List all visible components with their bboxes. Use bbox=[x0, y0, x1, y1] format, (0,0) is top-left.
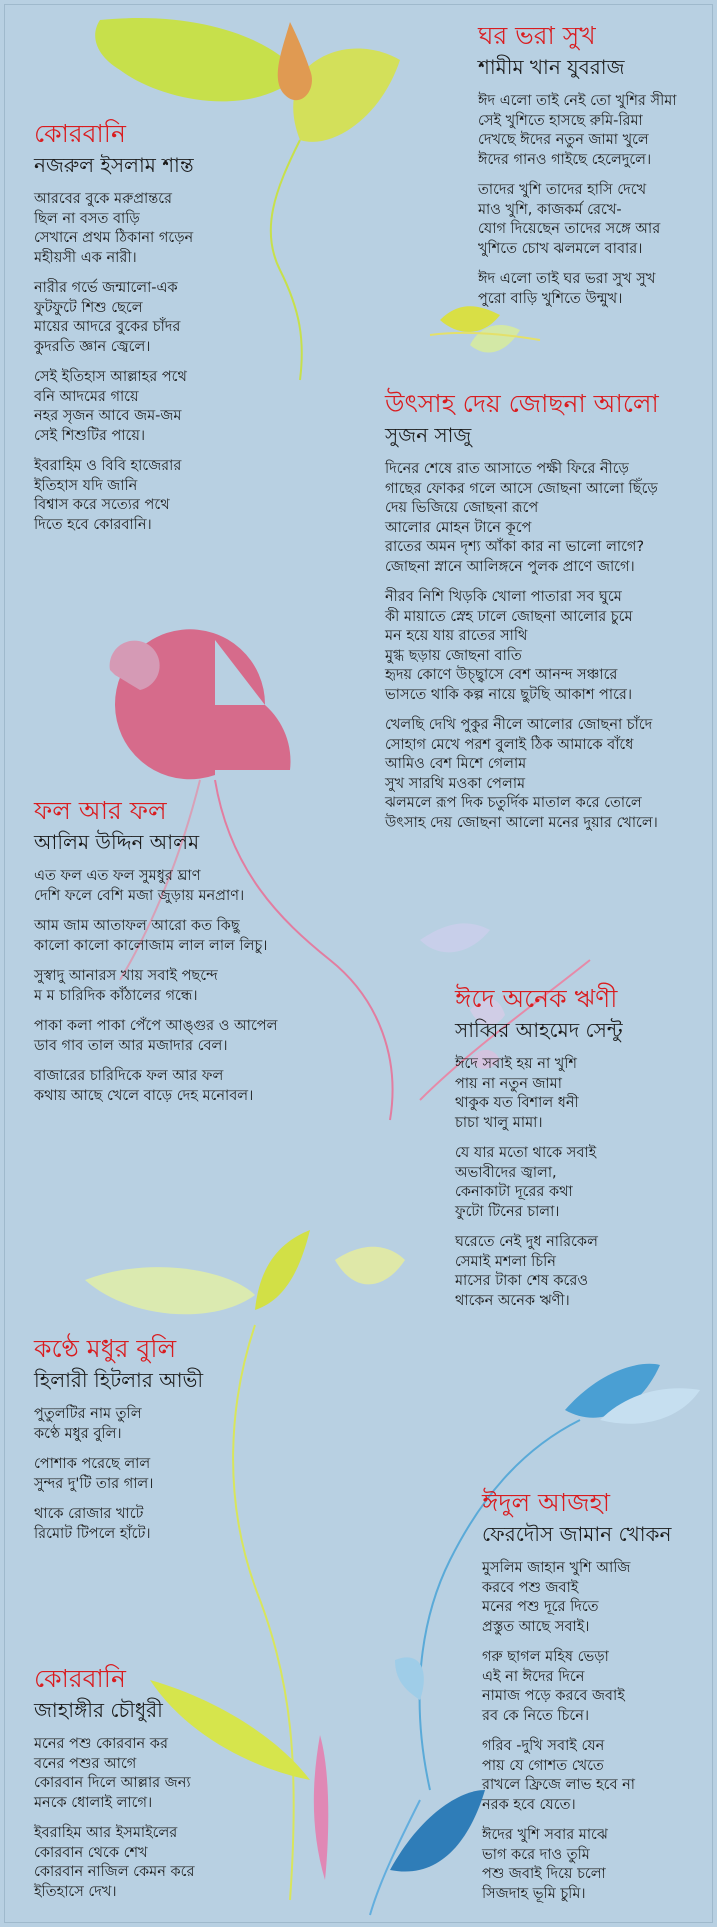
poem-line: রব কে নিতে চিনে। bbox=[482, 1707, 590, 1724]
poem-kanthe-modhur-buli bbox=[34, 1333, 203, 1555]
poem-line: সোহাগ মেখে পরশ বুলাই ঠিক আমাকে বাঁধে bbox=[385, 736, 634, 753]
stanza bbox=[34, 1017, 277, 1056]
poem-line: ছিল না বসত বাড়ি bbox=[34, 210, 140, 227]
poem-author: ফেরদৌস জামান খোকন bbox=[482, 1522, 672, 1546]
poem-title: কণ্ঠে মধুর বুলি bbox=[34, 1334, 177, 1363]
leaf-shape bbox=[85, 1267, 255, 1314]
poem-line: জোছনা স্নানে আলিঙ্গনে পুলক প্রাণে জাগে। bbox=[385, 558, 635, 575]
poem-line: কী মায়াতে স্নেহ ঢালে জোছনা আলোর চুমে bbox=[385, 608, 633, 625]
stanza bbox=[34, 917, 277, 956]
poem-line: মন হয়ে যায় রাতের সাথি bbox=[385, 628, 528, 644]
poem-author: সুজন সাজু bbox=[385, 423, 472, 447]
poem-line: বিশ্বাস করে সত্যের পথে bbox=[34, 497, 170, 513]
stem-line bbox=[271, 140, 302, 380]
poem-fol-ar-fol bbox=[34, 795, 277, 1117]
leaf-shape bbox=[278, 22, 312, 100]
poem-line: আরবের বুকে মরুপ্রান্তরে bbox=[34, 191, 173, 207]
poem-line: নহর সৃজন আবে জম-জম bbox=[34, 408, 182, 424]
poem-line: ফুটো টিনের চালা। bbox=[455, 1203, 560, 1220]
poem-line: বনের পশুর আগে bbox=[34, 1755, 137, 1772]
poem-line: কোরবান দিলে আল্লার জন্য bbox=[34, 1775, 191, 1791]
stanza bbox=[478, 92, 677, 170]
poem-line: ঈদ এলো তাই নেই তো খুশির সীমা bbox=[478, 93, 677, 109]
poem-line: রাখলে ফ্রিজে লাভ হবে না bbox=[482, 1777, 635, 1793]
poem-author: আলিম উদ্দিন আলম bbox=[34, 830, 200, 854]
poem-line: ইবরাহিম আর ইসমাইলের bbox=[34, 1825, 178, 1841]
poem-title: ঈদে অনেক ঋণী bbox=[455, 984, 618, 1013]
poem-line: ঈদের গানও গাইছে হেলেদুলে। bbox=[478, 151, 652, 168]
poem-line: দেয় ভিজিয়ে জোছনা রূপে bbox=[385, 500, 539, 516]
poem-line: মনকে ধোলাই লাগে। bbox=[34, 1794, 153, 1811]
poem-line: আম জাম আতাফল আরো কত কিছু bbox=[34, 918, 240, 934]
poem-line: পায় না নতুন জামা bbox=[455, 1075, 562, 1092]
poem-line: ঈদ এলো তাই ঘর ভরা সুখ সুখ bbox=[478, 271, 656, 287]
poem-line: কোরবান নাজিল কেমন করে bbox=[34, 1864, 195, 1880]
leaf-shape bbox=[420, 923, 490, 952]
leaf-shape bbox=[255, 1230, 310, 1310]
stanza bbox=[34, 1405, 203, 1444]
poem-utsaho-dey-jochna-alo bbox=[385, 388, 659, 844]
stanza bbox=[34, 1824, 194, 1902]
poem-line: কুদরতি জ্ঞান জ্বেলে। bbox=[34, 338, 151, 355]
poem-line: গরিব -দুখি সবাই যেন bbox=[482, 1738, 605, 1754]
poem-line: নীরব নিশি খিড়কি খোলা পাতারা সব ঘুমে bbox=[385, 589, 622, 605]
poem-line: আমিও বেশ মিশে গেলাম bbox=[385, 756, 527, 772]
poem-line: যে যার মতো থাকে সবাই bbox=[455, 1145, 597, 1161]
poem-line: মনের পশু কোরবান কর bbox=[34, 1736, 168, 1752]
poem-line: সুন্দর দু'টি তার গাল। bbox=[34, 1475, 154, 1492]
poem-line: ইবরাহিম ও বিবি হাজেরার bbox=[34, 458, 182, 474]
poem-line: খুশিতে চোখ ঝলমলে বাবার। bbox=[478, 240, 643, 257]
poem-line: মনের পশু দূরে দিতে bbox=[482, 1599, 599, 1615]
poem-line: পুরো বাড়ি খুশিতে উন্মুখ। bbox=[478, 290, 623, 307]
stanza bbox=[482, 1737, 671, 1815]
poem-line: ইতিহাসে দেখ। bbox=[34, 1883, 117, 1900]
leaf-shape bbox=[95, 18, 300, 101]
poem-title: ঈদুল আজহা bbox=[482, 1488, 610, 1517]
poem-line: কথায় আছে খেলে বাড়ে দেহ মনোবল। bbox=[34, 1087, 254, 1104]
poem-title: উৎসাহ দেয় জোছনা আলো bbox=[385, 389, 659, 418]
poem-line: মাও খুশি, কাজকর্ম রেখে- bbox=[478, 201, 622, 218]
poem-title: কোরবানি bbox=[34, 1664, 126, 1693]
poem-line: ডাব গাব তাল আর মজাদার বেল। bbox=[34, 1037, 228, 1054]
poem-line: নারীর গর্ভে জন্মালো-এক bbox=[34, 280, 178, 296]
poem-line: এত ফল এত ফল সুমধুর ঘ্রাণ bbox=[34, 868, 201, 884]
poem-line: কেনাকাটা দূরের কথা bbox=[455, 1184, 573, 1200]
stanza bbox=[34, 279, 194, 357]
flower-shape bbox=[215, 705, 291, 770]
poem-line: মুসলিম জাহান খুশি আজি bbox=[482, 1560, 631, 1576]
poem-line: দেখছে ঈদের নতুন জামা খুলে bbox=[478, 132, 649, 148]
poem-line: প্রস্তুত আছে সবাই। bbox=[482, 1618, 590, 1635]
poem-line: নরক হবে যেতে। bbox=[482, 1796, 576, 1813]
poem-author: শামীম খান যুবরাজ bbox=[478, 55, 625, 79]
poem-line: মাসের টাকা শেষ করেও bbox=[455, 1273, 588, 1289]
poem-korbani-jahangir bbox=[34, 1663, 194, 1913]
poem-line: পায় যে গোশত খেতে bbox=[482, 1757, 604, 1774]
stanza bbox=[385, 460, 659, 577]
stanza bbox=[34, 457, 194, 535]
stanza bbox=[478, 181, 677, 259]
poem-line: খেলছি দেখি পুকুর নীলে আলোর জোছনা চাঁদে bbox=[385, 717, 653, 733]
poem-line: সেই খুশিতে হাসছে রুমি-রিমা bbox=[478, 112, 643, 129]
stanza bbox=[385, 588, 659, 705]
poem-title: ফল আর ফল bbox=[34, 796, 167, 825]
poem-line: দিতে হবে কোরবানি। bbox=[34, 516, 152, 533]
poem-line: ঈদের খুশি সবার মাঝে bbox=[482, 1827, 608, 1843]
stanza bbox=[385, 716, 659, 833]
stanza bbox=[34, 1455, 203, 1494]
poem-line: ঈদে সবাই হয় না খুশি bbox=[455, 1056, 578, 1072]
poem-line: থাকুক যত বিশাল ধনী bbox=[455, 1095, 579, 1111]
poem-line: ইতিহাস যদি জানি bbox=[34, 477, 138, 494]
flower-shape bbox=[110, 641, 160, 690]
poem-title: কোরবানি bbox=[34, 119, 126, 148]
poem-line: কণ্ঠে মধুর বুলি। bbox=[34, 1425, 122, 1442]
poem-line: দিনের শেষে রাত আসাতে পক্ষী ফিরে নীড়ে bbox=[385, 461, 629, 477]
poem-line: থাকে রোজার খাটে bbox=[34, 1506, 144, 1522]
poem-line: রাতের অমন দৃশ্য আঁকা কার না ভালো লাগে? bbox=[385, 539, 645, 555]
poem-line: চাচা খালু মামা। bbox=[455, 1114, 543, 1131]
stanza bbox=[482, 1559, 671, 1637]
poem-line: তাদের খুশি তাদের হাসি দেখে bbox=[478, 182, 647, 198]
poem-line: মুগ্ধ ছড়ায় জোছনা বাতি bbox=[385, 647, 522, 664]
stanza bbox=[34, 1735, 194, 1813]
stanza bbox=[34, 867, 277, 906]
poem-line: সুস্বাদু আনারস খায় সবাই পছন্দে bbox=[34, 968, 218, 984]
poem-line: সেই ইতিহাস আল্লাহর পথে bbox=[34, 369, 187, 385]
poem-line: দেশি ফলে বেশি মজা জুড়ায় মনপ্রাণ। bbox=[34, 887, 245, 904]
leaf-shape bbox=[335, 1247, 405, 1285]
poem-ghor-bhora-sukh bbox=[478, 20, 677, 320]
poem-line: বনি আদমের গায়ে bbox=[34, 388, 139, 405]
poem-line: এই না ঈদের দিনে bbox=[482, 1668, 585, 1685]
stanza bbox=[455, 1233, 623, 1311]
stanza bbox=[34, 1505, 203, 1544]
poem-line: রিমোট টিপলে হাঁটে। bbox=[34, 1525, 151, 1542]
stanza bbox=[482, 1826, 671, 1904]
poem-line: কোরবান থেকে শেখ bbox=[34, 1844, 148, 1861]
poem-title: ঘর ভরা সুখ bbox=[478, 21, 596, 50]
poem-line: নামাজ পড়ে করবে জবাই bbox=[482, 1688, 625, 1704]
poem-line: যোগ দিয়েছেন তাদের সঙ্গে আর bbox=[478, 221, 661, 237]
poem-line: করবে পশু জবাই bbox=[482, 1579, 579, 1596]
poem-line: ঝলমলে রূপ দিক চতুর্দিক মাতাল করে তোলে bbox=[385, 795, 642, 811]
stanza bbox=[455, 1055, 623, 1133]
poem-line: সুখ সারথি মওকা পেলাম bbox=[385, 775, 526, 792]
poem-eide-onek-rini bbox=[455, 983, 623, 1322]
poem-line: অভাবীদের জ্বালা, bbox=[455, 1164, 557, 1181]
poem-author: হিলারী হিটলার আভী bbox=[34, 1368, 204, 1392]
poem-line: সিজদাহ ভূমি চুমি। bbox=[482, 1885, 586, 1902]
poem-line: আলোর মোহন টানে কূপে bbox=[385, 519, 532, 536]
stanza bbox=[34, 190, 194, 268]
poem-line: সেমাই মশলা চিনি bbox=[455, 1253, 556, 1270]
poem-line: ভাগ করে দাও তুমি bbox=[482, 1846, 590, 1863]
stanza bbox=[34, 967, 277, 1006]
stanza bbox=[34, 1067, 277, 1106]
poem-line: সেই শিশুটির পায়ে। bbox=[34, 427, 146, 444]
poem-line: গাছের ফোকর গলে আসে জোছনা আলো ছিঁড়ে bbox=[385, 480, 658, 497]
poem-line: উৎসাহ দেয় জোছনা আলো মনের দুয়ার খোলে। bbox=[385, 814, 658, 831]
poem-line: ঘরেতে নেই দুধ নারিকেল bbox=[455, 1234, 598, 1250]
poem-author: সাব্বির আহমেদ সেন্টু bbox=[455, 1018, 623, 1042]
poem-author: জাহাঙ্গীর চৌধুরী bbox=[34, 1698, 163, 1722]
poem-line: পোশাক পরেছে লাল bbox=[34, 1456, 151, 1472]
stanza bbox=[482, 1648, 671, 1726]
stanza bbox=[34, 368, 194, 446]
stanza bbox=[478, 270, 677, 309]
poem-eidul-azha bbox=[482, 1487, 671, 1915]
stem-line bbox=[233, 1325, 294, 1900]
poem-line: গরু ছাগল মহিষ ভেড়া bbox=[482, 1649, 609, 1665]
poem-line: ফুটফুটে শিশু ছেলে bbox=[34, 299, 143, 316]
poem-line: থাকেন অনেক ঋণী। bbox=[455, 1292, 570, 1309]
poem-line: হৃদয় কোণে উচ্ছ্বাসে বেশ আনন্দ সঞ্চারে bbox=[385, 667, 618, 683]
poem-line: ভাসতে থাকি কল্প নায়ে ছুটছি আকাশ পারে। bbox=[385, 686, 633, 703]
stanza bbox=[455, 1144, 623, 1222]
poem-line: সেখানে প্রথম ঠিকানা গড়েন bbox=[34, 230, 194, 246]
poem-line: মহীয়সী এক নারী। bbox=[34, 249, 137, 266]
poem-line: বাজারের চারিদিকে ফল আর ফল bbox=[34, 1068, 224, 1084]
poem-line: পুতুলটির নাম তুলি bbox=[34, 1406, 142, 1422]
poem-line: মায়ের আদরে বুকের চাঁদর bbox=[34, 319, 181, 335]
leaf-shape bbox=[314, 1735, 328, 1880]
leaf-shape bbox=[395, 1657, 424, 1700]
leaf-shape bbox=[293, 49, 400, 142]
poem-author: নজরুল ইসলাম শান্ত bbox=[34, 153, 194, 177]
poem-line: পশু জবাই দিয়ে চলো bbox=[482, 1866, 606, 1882]
poem-line: পাকা কলা পাকা পেঁপে আঙ্গুর ও আপেল bbox=[34, 1018, 278, 1034]
poem-korbani-shanto bbox=[34, 118, 194, 546]
poem-line: কালো কালো কালোজাম লাল লাল লিচু। bbox=[34, 937, 268, 954]
poem-line: ম ম চারিদিক কাঁঠালের গন্ধে। bbox=[34, 987, 198, 1004]
